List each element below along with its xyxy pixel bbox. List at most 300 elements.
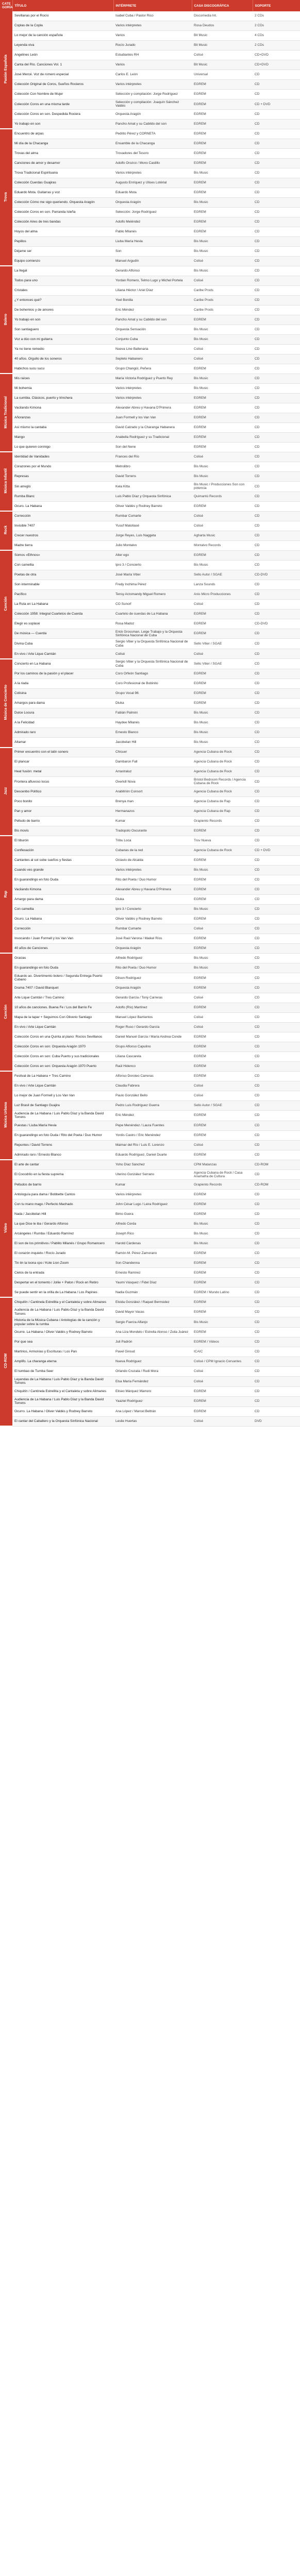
table-row[interactable] xyxy=(0,80,300,90)
label-cell: EGREM xyxy=(192,894,253,904)
table-row[interactable] xyxy=(0,168,300,178)
table-row[interactable] xyxy=(0,344,300,354)
table-row[interactable] xyxy=(0,1357,300,1366)
table-row[interactable] xyxy=(0,266,300,276)
header-label[interactable]: CASA DISCOGRÁFICA xyxy=(192,0,253,11)
table-row[interactable] xyxy=(0,550,300,560)
table-row[interactable] xyxy=(0,767,300,777)
table-row[interactable] xyxy=(0,227,300,236)
label-cell: Caribe Prods xyxy=(192,305,253,315)
performer-cell: Alfredo Cerda xyxy=(113,1219,192,1229)
title-cell: Mi bohemia xyxy=(12,383,113,393)
table-row[interactable] xyxy=(0,1287,300,1297)
table-row[interactable] xyxy=(0,521,300,531)
support-cell: CD xyxy=(253,70,300,80)
table-row[interactable] xyxy=(0,1386,300,1396)
support-cell: CD xyxy=(253,689,300,699)
support-cell: 2 CDs xyxy=(253,41,300,50)
support-cell: CD xyxy=(253,580,300,589)
support-cell: CD xyxy=(253,119,300,129)
title-cell: Ocuro. La Habana xyxy=(12,914,113,924)
label-cell: EGREM xyxy=(192,669,253,679)
table-row[interactable] xyxy=(0,826,300,836)
support-cell: CD xyxy=(253,315,300,325)
performer-cell: Alexander Abreu y Havana D'Primera xyxy=(113,403,192,413)
table-row[interactable] xyxy=(0,1061,300,1071)
table-row[interactable] xyxy=(0,669,300,679)
support-cell: CD xyxy=(253,1032,300,1042)
table-row[interactable] xyxy=(0,1416,300,1426)
performer-cell: Overkill Nova xyxy=(113,777,192,787)
table-row[interactable] xyxy=(0,197,300,207)
table-row[interactable] xyxy=(0,1012,300,1022)
performer-cell: Ernesto Blanco xyxy=(113,728,192,738)
label-cell: Agharta Music xyxy=(192,531,253,540)
title-cell: Colección Coros en una misma tarde xyxy=(12,99,113,110)
performer-cell: Rito del Poeta / Duo Humor xyxy=(113,963,192,973)
table-row[interactable] xyxy=(0,432,300,442)
performer-cell: Selección: Jorge Rodríguez xyxy=(113,207,192,217)
table-row[interactable] xyxy=(0,659,300,669)
label-cell: Colisé xyxy=(192,521,253,531)
table-row[interactable] xyxy=(0,1327,300,1337)
label-cell: Bis Music xyxy=(192,1317,253,1328)
table-row[interactable] xyxy=(0,11,300,21)
header-title[interactable]: TÍTULO xyxy=(12,0,113,11)
title-cell: Colección Con Nombre de Mujer xyxy=(12,90,113,99)
support-cell: CD xyxy=(253,953,300,963)
table-row[interactable] xyxy=(0,934,300,943)
table-row[interactable] xyxy=(0,894,300,904)
table-row[interactable] xyxy=(0,1366,300,1376)
table-row[interactable] xyxy=(0,748,300,757)
table-row[interactable] xyxy=(0,639,300,649)
label-cell: Universal xyxy=(192,70,253,80)
support-cell: CD xyxy=(253,540,300,550)
table-row[interactable] xyxy=(0,1396,300,1406)
table-row[interactable] xyxy=(0,41,300,50)
table-row[interactable] xyxy=(0,806,300,816)
table-row[interactable] xyxy=(0,119,300,129)
table-row[interactable] xyxy=(0,728,300,738)
title-cell: Pacífico xyxy=(12,589,113,599)
title-cell: Pepillos xyxy=(12,236,113,246)
label-cell: Quimantú Records xyxy=(192,492,253,501)
table-row[interactable] xyxy=(0,393,300,403)
table-row[interactable] xyxy=(0,699,300,708)
performer-cell: Claudia Fabrera xyxy=(113,1081,192,1091)
support-cell: CD xyxy=(253,1081,300,1091)
label-cell: EGREM xyxy=(192,178,253,188)
table-row[interactable] xyxy=(0,914,300,924)
title-cell: En guarandingo en foto Duda / Rito del Poeta / Duo Humor xyxy=(12,1130,113,1140)
performer-cell: Orquesta Aragón xyxy=(113,943,192,953)
table-row[interactable] xyxy=(0,158,300,168)
table-row[interactable] xyxy=(0,1170,300,1180)
table-row[interactable] xyxy=(0,629,300,639)
table-row[interactable] xyxy=(0,777,300,787)
support-cell: CD xyxy=(253,983,300,993)
table-row[interactable] xyxy=(0,865,300,875)
table-row[interactable] xyxy=(0,1100,300,1110)
table-row[interactable] xyxy=(0,236,300,246)
table-row[interactable] xyxy=(0,924,300,934)
performer-cell: Sergio Vitier y la Orquesta Sinfónica Nacional de Cuba xyxy=(113,659,192,669)
table-row[interactable] xyxy=(0,1081,300,1091)
performer-cell: Colisé xyxy=(113,649,192,659)
table-row[interactable] xyxy=(0,708,300,718)
header-support[interactable]: SOPORTE xyxy=(253,0,300,11)
table-row[interactable] xyxy=(0,787,300,796)
performer-cell: John César Lugo / Leira Rodríguez xyxy=(113,1199,192,1209)
title-cell: Martirios, Armonías y Escrituras / Los Pan xyxy=(12,1347,113,1357)
table-row[interactable] xyxy=(0,1406,300,1416)
performer-cell: Arabitrión Consort xyxy=(113,787,192,796)
table-row[interactable] xyxy=(0,492,300,501)
label-cell: Colisé xyxy=(192,993,253,1003)
label-cell: Bis Music xyxy=(192,266,253,276)
genre-cell xyxy=(0,836,12,953)
performer-cell: Varios xyxy=(113,31,192,41)
title-cell: Cantantes al sol sobe sueños y fiestas xyxy=(12,855,113,865)
label-cell: EGREM / Videos xyxy=(192,1337,253,1347)
label-cell: EGREM xyxy=(192,188,253,197)
label-cell: Colisé xyxy=(192,1366,253,1376)
table-row[interactable] xyxy=(0,276,300,285)
table-row[interactable] xyxy=(0,845,300,855)
table-row[interactable] xyxy=(0,364,300,374)
table-row[interactable] xyxy=(0,649,300,659)
table-row[interactable] xyxy=(0,1150,300,1160)
performer-cell: Roger Ruso / Gerardo García xyxy=(113,1022,192,1032)
performer-cell: Orquesta Sensación xyxy=(113,325,192,334)
performer-cell: Orlando Cruzata / Rudi Mora xyxy=(113,1366,192,1376)
table-row[interactable] xyxy=(0,99,300,110)
table-row[interactable] xyxy=(0,109,300,119)
title-cell: Cristales xyxy=(12,285,113,295)
performer-cell: Paulo González Bello xyxy=(113,1091,192,1100)
genre-label: Música de Concierto xyxy=(4,685,8,720)
table-row[interactable] xyxy=(0,256,300,266)
support-cell: CD xyxy=(253,659,300,669)
table-row[interactable] xyxy=(0,374,300,383)
performer-cell: Pavel Giroud xyxy=(113,1347,192,1357)
label-cell: EGREM xyxy=(192,609,253,619)
title-cell: Ocurre. La Habana / Oliver Valdés y Rodney Barreto xyxy=(12,1327,113,1337)
table-row[interactable] xyxy=(0,1003,300,1012)
label-cell: Colisé xyxy=(192,1091,253,1100)
table-row[interactable] xyxy=(0,953,300,963)
performer-cell: Cuarteto de cuerdas de La Habana xyxy=(113,609,192,619)
title-cell: De música — Cuerda xyxy=(12,629,113,639)
table-row[interactable] xyxy=(0,1110,300,1121)
table-row[interactable] xyxy=(0,403,300,413)
table-row[interactable] xyxy=(0,560,300,570)
table-row[interactable] xyxy=(0,315,300,325)
table-row[interactable] xyxy=(0,836,300,845)
table-row[interactable] xyxy=(0,531,300,540)
performer-cell: Tribu Loca xyxy=(113,836,192,845)
table-row[interactable] xyxy=(0,511,300,521)
label-cell: Colisé xyxy=(192,1416,253,1426)
label-cell: EGREM xyxy=(192,442,253,452)
table-row[interactable] xyxy=(0,148,300,158)
header-performer[interactable]: INTÉRPRETE xyxy=(113,0,192,11)
table-row[interactable] xyxy=(0,1032,300,1042)
performer-cell: Joseph Rico xyxy=(113,1229,192,1239)
table-row[interactable] xyxy=(0,855,300,865)
table-row[interactable] xyxy=(0,1317,300,1328)
table-row[interactable] xyxy=(0,570,300,580)
support-cell: CD xyxy=(253,767,300,777)
title-cell: Admirado raro / Ernesto Blanco xyxy=(12,1150,113,1160)
table-row[interactable] xyxy=(0,718,300,728)
table-row[interactable] xyxy=(0,325,300,334)
table-row[interactable] xyxy=(0,1268,300,1278)
genre-cell xyxy=(0,511,12,550)
title-cell: Colección Coros en son. Despedida Rociera xyxy=(12,109,113,119)
table-row[interactable] xyxy=(0,452,300,462)
table-row[interactable] xyxy=(0,1239,300,1248)
title-cell: Colección Coros en son: Orquesta Aragón 1970 Puerto xyxy=(12,1061,113,1071)
table-row[interactable] xyxy=(0,354,300,364)
label-cell: EGREM xyxy=(192,1258,253,1268)
table-row[interactable] xyxy=(0,462,300,471)
table-row[interactable] xyxy=(0,943,300,953)
table-row[interactable] xyxy=(0,619,300,629)
label-cell: EGREM xyxy=(192,1052,253,1061)
table-row[interactable] xyxy=(0,689,300,699)
label-cell: Bis Music xyxy=(192,246,253,256)
title-cell: Colección Original de Coros, Sueños Rocieros xyxy=(12,80,113,90)
title-cell: Eduardo Mota. Guitarras y voz xyxy=(12,188,113,197)
title-cell: Eduardo ao. Divertimento bolero / Segunda Entrega Puerto Cubano xyxy=(12,973,113,983)
genre-label: Pasión Española xyxy=(4,55,8,84)
table-row[interactable] xyxy=(0,609,300,619)
genre-label: Rap xyxy=(4,890,8,897)
label-cell: EGREM xyxy=(192,629,253,639)
table-row[interactable] xyxy=(0,904,300,914)
title-cell: Son santiaguero xyxy=(12,325,113,334)
table-row[interactable] xyxy=(0,285,300,295)
table-row[interactable] xyxy=(0,295,300,305)
title-cell: Poco bonito xyxy=(12,796,113,806)
performer-cell: Ernesto Ramírez xyxy=(113,1268,192,1278)
table-row[interactable] xyxy=(0,589,300,599)
table-row[interactable] xyxy=(0,1121,300,1130)
table-row[interactable] xyxy=(0,1190,300,1199)
table-row[interactable] xyxy=(0,983,300,993)
table-row[interactable] xyxy=(0,1229,300,1239)
title-cell: Por los caminos de la pasión y el placer xyxy=(12,669,113,679)
table-row[interactable] xyxy=(0,21,300,31)
table-row[interactable] xyxy=(0,413,300,422)
table-row[interactable] xyxy=(0,816,300,826)
label-cell: Bis Music xyxy=(192,963,253,973)
table-row[interactable] xyxy=(0,1052,300,1061)
support-cell: CD xyxy=(253,139,300,148)
title-cell: Lo mejor de la canción española xyxy=(12,31,113,41)
label-cell: EGREM xyxy=(192,109,253,119)
performer-cell: Ana López / Marcel Beltrán xyxy=(113,1406,192,1416)
table-row[interactable] xyxy=(0,178,300,188)
performer-cell: Adolfo Meléndez xyxy=(113,217,192,227)
performer-cell: Hermanazos xyxy=(113,806,192,816)
performer-cell: Pepe Menéndez / Laura Fuentes xyxy=(113,1121,192,1130)
table-row[interactable] xyxy=(0,796,300,806)
table-row[interactable] xyxy=(0,246,300,256)
table-row[interactable] xyxy=(0,1160,300,1170)
support-cell: CD + DVD xyxy=(253,99,300,110)
table-row[interactable] xyxy=(0,973,300,983)
label-cell: Bit Music xyxy=(192,31,253,41)
genre-label: Música Infantil xyxy=(4,468,8,494)
table-row[interactable] xyxy=(0,1248,300,1258)
table-row[interactable] xyxy=(0,70,300,80)
table-row[interactable] xyxy=(0,207,300,217)
table-row[interactable] xyxy=(0,1071,300,1081)
label-cell: EGREM xyxy=(192,129,253,139)
table-row[interactable] xyxy=(0,1347,300,1357)
table-row[interactable] xyxy=(0,1180,300,1190)
performer-cell: Orquesta Aragón xyxy=(113,983,192,993)
performer-cell: Eric Méndez xyxy=(113,1110,192,1121)
label-cell: Grapiento Records xyxy=(192,816,253,826)
table-row[interactable] xyxy=(0,1209,300,1219)
table-row[interactable] xyxy=(0,1091,300,1100)
table-row[interactable] xyxy=(0,31,300,41)
label-cell: Bis Music xyxy=(192,560,253,570)
performer-cell: Dilson Rodríguez xyxy=(113,973,192,983)
table-row[interactable] xyxy=(0,1042,300,1052)
support-cell: CD xyxy=(253,1091,300,1100)
table-row[interactable] xyxy=(0,442,300,452)
table-row[interactable] xyxy=(0,1258,300,1268)
title-cell: Vacilando Kimona xyxy=(12,403,113,413)
table-row[interactable] xyxy=(0,129,300,139)
support-cell: CD xyxy=(253,934,300,943)
performer-cell: Orquesta Aragón xyxy=(113,197,192,207)
support-cell: CD xyxy=(253,669,300,679)
support-cell: CD + DVD xyxy=(253,845,300,855)
table-row[interactable] xyxy=(0,738,300,748)
table-row[interactable] xyxy=(0,885,300,894)
table-row[interactable] xyxy=(0,305,300,315)
label-cell: EGREM xyxy=(192,99,253,110)
performer-cell: Diuka xyxy=(113,894,192,904)
performer-cell: Varios xyxy=(113,60,192,70)
support-cell: CD xyxy=(253,1219,300,1229)
table-row[interactable] xyxy=(0,1376,300,1386)
title-cell: Pan y amor xyxy=(12,806,113,816)
performer-cell: Harold Cárdenas xyxy=(113,1239,192,1248)
table-row[interactable] xyxy=(0,60,300,70)
table-row[interactable] xyxy=(0,875,300,885)
table-row[interactable] xyxy=(0,50,300,60)
table-row[interactable] xyxy=(0,1337,300,1347)
title-cell: Habichos sucu sucu xyxy=(12,364,113,374)
title-cell: A la Felicidad xyxy=(12,718,113,728)
label-cell: EGREM xyxy=(192,315,253,325)
table-row[interactable] xyxy=(0,1022,300,1032)
title-cell: Angelines León xyxy=(12,50,113,60)
support-cell: CD xyxy=(253,1110,300,1121)
table-row[interactable] xyxy=(0,1297,300,1307)
title-cell: El son de los primitivos / Pablito Milanés / Grupo Romancero xyxy=(12,1239,113,1248)
performer-cell: Coro Profesional de Bobinito xyxy=(113,679,192,689)
table-row[interactable] xyxy=(0,1140,300,1150)
genre-cell xyxy=(0,452,12,511)
table-row[interactable] xyxy=(0,1219,300,1229)
performer-cell: Alfonso Doroteo Carreras xyxy=(113,1071,192,1081)
support-cell: CD+DVD xyxy=(253,50,300,60)
table-row[interactable] xyxy=(0,90,300,99)
title-cell: Antologuía para dama / Bobbette Cantos xyxy=(12,1190,113,1199)
table-row[interactable] xyxy=(0,481,300,492)
label-cell: Trov Nueva xyxy=(192,836,253,845)
table-row[interactable] xyxy=(0,1130,300,1140)
performer-cell: David Calzado y la Charanga Habanera xyxy=(113,422,192,432)
table-row[interactable] xyxy=(0,334,300,344)
table-row[interactable] xyxy=(0,188,300,197)
performer-cell: Bimo Guera xyxy=(113,1209,192,1219)
table-row[interactable] xyxy=(0,1199,300,1209)
support-cell: CD xyxy=(253,728,300,738)
table-row[interactable] xyxy=(0,993,300,1003)
support-cell: CD xyxy=(253,777,300,787)
table-row[interactable] xyxy=(0,217,300,227)
title-cell: Frontera afluvoso locus xyxy=(12,777,113,787)
label-cell: EGREM xyxy=(192,973,253,983)
table-row[interactable] xyxy=(0,1278,300,1287)
label-cell: EGREM xyxy=(192,689,253,699)
label-cell: EGREM / Mundo Latino xyxy=(192,1287,253,1297)
performer-cell: Alexander Abreu y Havana D'Primera xyxy=(113,885,192,894)
performer-cell: Anabella Rodríguez y su Tradicional xyxy=(113,432,192,442)
table-row[interactable] xyxy=(0,1307,300,1317)
performer-cell: Adolfo Orozco / Mono Castillo xyxy=(113,158,192,168)
table-row[interactable] xyxy=(0,757,300,767)
label-cell: EGREM xyxy=(192,1110,253,1121)
table-row[interactable] xyxy=(0,580,300,589)
table-row[interactable] xyxy=(0,422,300,432)
performer-cell: Chicuer xyxy=(113,748,192,757)
label-cell: Bit Music xyxy=(192,60,253,70)
label-cell: EGREM xyxy=(192,1071,253,1081)
label-cell: Colisé xyxy=(192,1012,253,1022)
support-cell: CD xyxy=(253,383,300,393)
table-row[interactable] xyxy=(0,540,300,550)
table-row[interactable] xyxy=(0,501,300,511)
label-cell: EGREM xyxy=(192,699,253,708)
label-cell: EGREM xyxy=(192,619,253,629)
table-row[interactable] xyxy=(0,963,300,973)
table-row[interactable] xyxy=(0,383,300,393)
table-row[interactable] xyxy=(0,599,300,609)
table-row[interactable] xyxy=(0,471,300,481)
title-cell: Trova Tradicional Espirituana xyxy=(12,168,113,178)
title-cell: Añoranzas xyxy=(12,413,113,422)
table-row[interactable] xyxy=(0,679,300,689)
title-cell: Primer encuentro con el latin sonero xyxy=(12,748,113,757)
support-cell: CD xyxy=(253,246,300,256)
support-cell: CD xyxy=(253,148,300,158)
table-row[interactable] xyxy=(0,139,300,148)
performer-cell: Liliana Héctor / Ariel Díaz xyxy=(113,285,192,295)
genre-label: Canción xyxy=(4,1004,8,1019)
label-cell: EGREM xyxy=(192,364,253,374)
header-genre[interactable]: CATE GORÍA xyxy=(0,0,12,11)
